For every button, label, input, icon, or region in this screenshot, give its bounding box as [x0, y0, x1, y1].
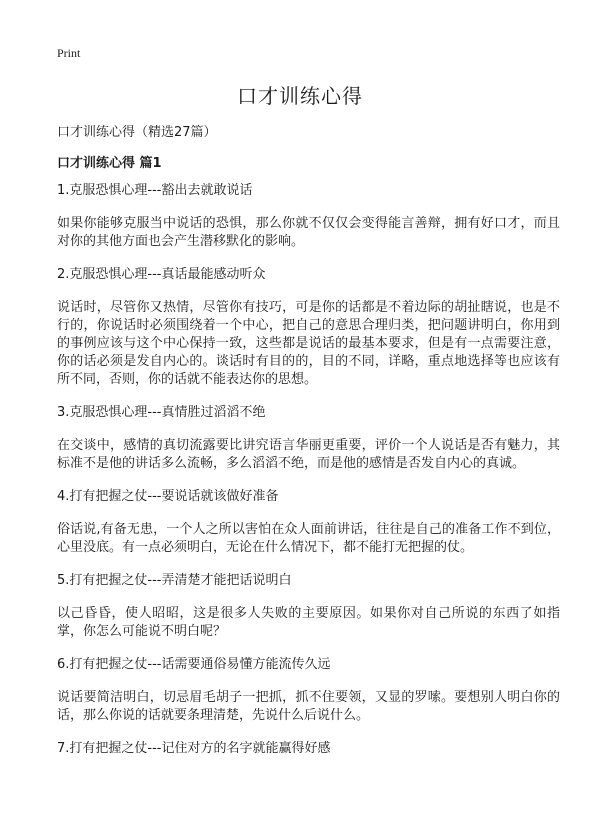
- point-heading: 3.克服恐惧心理---真情胜过滔滔不绝: [57, 405, 266, 420]
- document-title: 口才训练心得: [237, 84, 363, 108]
- point-heading: 4.打有把握之仗---要说话就该做好准备: [57, 489, 279, 504]
- point-paragraph: 以己昏昏，使人昭昭，这是很多人失败的主要原因。如果你对自己所说的东西了如指掌，你怎么可能说不明白呢？: [57, 606, 560, 639]
- point-heading: 1.克服恐惧心理---豁出去就敢说话: [57, 183, 253, 198]
- point-heading: 6.打有把握之仗---话需要通俗易懂方能流传久远: [57, 657, 331, 672]
- point-heading: 7.打有把握之仗---记住对方的名字就能赢得好感: [57, 741, 331, 756]
- point-paragraph: 俗话说,有备无患，一个人之所以害怕在众人面前讲话，往往是自己的准备工作不到位，心里没底。有一点必须明白，无论在什么情况下，都不能打无把握的仗。: [57, 522, 560, 555]
- print-label: Print: [57, 46, 81, 60]
- section-heading: 口才训练心得 篇1: [57, 156, 162, 171]
- point-paragraph: 说话要简洁明白，切忌眉毛胡子一把抓，抓不住要领，又显的罗嗦。要想别人明白你的话，那么你说的话就要条理清楚，先说什么后说什么。: [57, 690, 560, 723]
- point-paragraph: 在交谈中，感情的真切流露要比讲究语言华丽更重要，评价一个人说话是否有魅力，其标准不是他的讲话多么流畅，多么滔滔不绝，而是他的感情是否发自内心的真诚。: [57, 438, 560, 471]
- document-subtitle: 口才训练心得（精选27篇）: [57, 125, 217, 140]
- point-heading: 5.打有把握之仗---弄清楚才能把话说明白: [57, 573, 292, 588]
- document-content: [57, 182, 560, 773]
- point-paragraph: 如果你能够克服当中说话的恐惧，那么你就不仅仅会变得能言善辩，拥有好口才，而且对你的其他方面也会产生潜移默化的影响。: [57, 216, 560, 249]
- point-paragraph: 说话时，尽管你又热情，尽管你有技巧，可是你的话都是不着边际的胡扯瞎说，也是不行的，你说话时必须围绕着一个中心，把自己的意思合理归类，把问题讲明白，你用到的事例应该与这个中心保持一致，这些都是说话的最基本要求，但是有一点需要注意，你的话必须是发自内心的。谈话时有目的的，目的不同，详略，重点地选择等也应该有所不同，否则，你的话就不能表达你的思想。: [57, 300, 560, 387]
- point-heading: 2.克服恐惧心理---真话最能感动听众: [57, 267, 266, 282]
